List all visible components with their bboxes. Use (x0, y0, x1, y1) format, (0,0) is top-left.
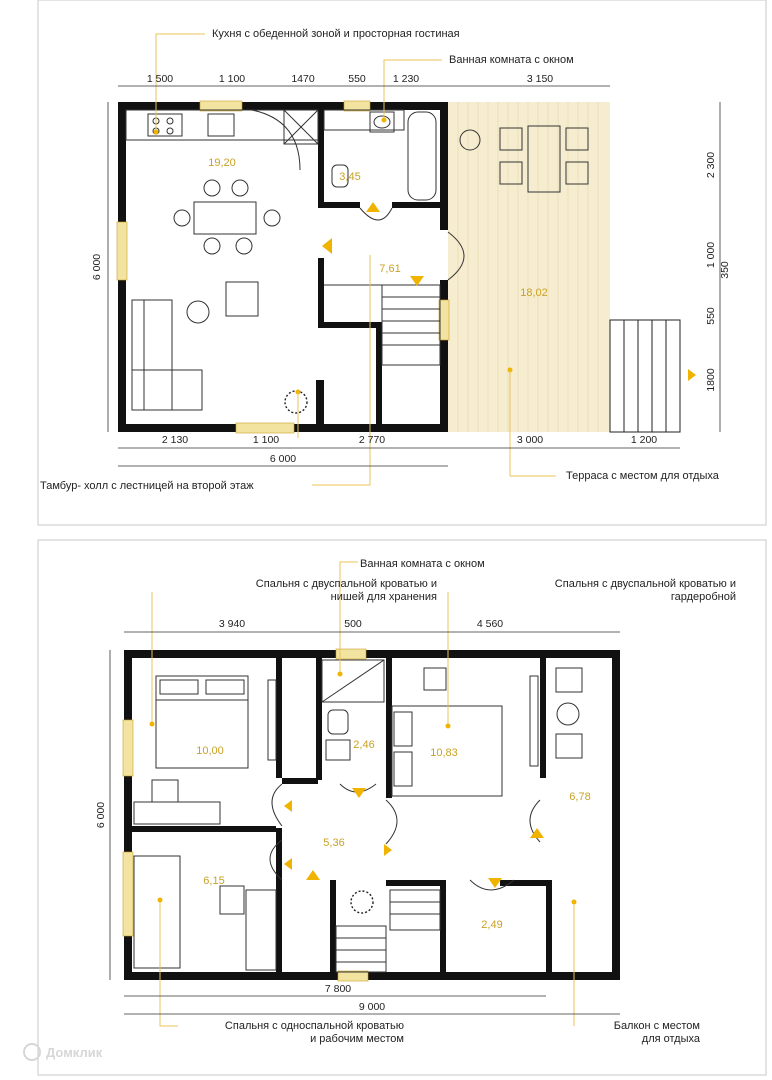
f2-top-dim-1: 3 940 (218, 618, 246, 630)
f1-top-dim-6: 3 150 (526, 73, 554, 85)
f2-left-dim: 6 000 (95, 801, 107, 829)
area-bed-right: 10,83 (430, 747, 458, 759)
f1-bottom-dim-1: 2 130 (161, 434, 189, 446)
area-bed-small: 6,15 (203, 875, 225, 887)
f1-left-dim: 6 000 (91, 253, 103, 281)
area-bath2: 2,46 (353, 739, 375, 751)
watermark (24, 1044, 103, 1060)
area-terrace: 18,02 (520, 287, 548, 299)
floor2-plan (95, 558, 736, 1045)
area-bath: 3,45 (339, 171, 361, 183)
annotation-terrace: Терраса с местом для отдыха (566, 470, 719, 482)
bed-right (392, 668, 538, 796)
f1-bottom-total: 6 000 (269, 453, 297, 465)
f1-bottom-dim-4: 3 000 (516, 434, 544, 446)
f2-top-dim-2: 500 (344, 618, 362, 630)
floor2-stairs (336, 890, 440, 972)
f1-right-dim-2: 1 000 (705, 241, 717, 269)
f1-right-dim-3: 350 (719, 261, 731, 279)
annotation-bedroom-right-1: Спальня с двуспальной кроватью и (554, 578, 736, 590)
plant-icon (285, 391, 307, 413)
area-living: 19,20 (208, 157, 236, 169)
f2-top-dim-3: 4 560 (476, 618, 504, 630)
bed-small (134, 856, 276, 970)
plant-icon (351, 891, 373, 913)
annotation-bedroom-left-2: нишей для хранения (330, 591, 437, 603)
annotation-balcony-1: Балкон с местом (613, 1020, 700, 1032)
annotation-bedroom-left-1: Спальня с двуспальной кроватью и (255, 578, 437, 590)
annotation-bathroom-1: Ванная комната с окном (449, 54, 574, 66)
area-hall: 7,61 (379, 263, 401, 275)
living-furniture (132, 110, 300, 410)
f1-bottom-dim-2: 1 100 (252, 434, 280, 446)
floor2-panel (38, 540, 766, 1075)
f1-top-dim-2: 1 100 (218, 73, 246, 85)
area-hall2: 5,36 (323, 837, 345, 849)
terrace-steps (610, 320, 680, 432)
f1-right-dim-1: 2 300 (705, 151, 717, 179)
f1-right-dim-5: 1800 (705, 368, 717, 392)
f1-right-dim-4: 550 (705, 307, 717, 325)
bath-fixtures (324, 110, 436, 200)
dining-table (174, 180, 280, 254)
annotation-hall: Тамбур- холл с лестницей на второй этаж (40, 480, 254, 492)
annotation-bedroom-small-1: Спальня с односпальной кроватью (224, 1020, 404, 1032)
f2-bottom-dim-2: 9 000 (358, 1001, 386, 1013)
area-balcony: 6,78 (569, 791, 591, 803)
annotation-bathroom-2: Ванная комната с окном (360, 558, 485, 570)
f2-bottom-dim-1: 7 800 (324, 983, 352, 995)
terrace-deck (448, 102, 610, 432)
annotation-balcony-2: для отдыха (641, 1033, 700, 1045)
area-bed-left: 10,00 (196, 745, 224, 757)
f1-bottom-dim-5: 1 200 (630, 434, 658, 446)
f1-bottom-dim-3: 2 770 (358, 434, 386, 446)
annotation-kitchen: Кухня с обеденной зоной и просторная гостиная (212, 28, 460, 40)
f1-top-dim-1: 1 500 (146, 73, 174, 85)
f1-top-dim-4: 550 (348, 73, 366, 85)
kitchen-counter (126, 110, 318, 144)
f1-top-dim-5: 1 230 (392, 73, 420, 85)
floor1-plan (40, 28, 731, 492)
annotation-bedroom-right-2: гардеробной (670, 591, 736, 603)
balcony-furniture (556, 668, 582, 758)
f1-top-dim-3: 1470 (291, 73, 315, 85)
annotation-bedroom-small-2: и рабочим местом (310, 1033, 404, 1045)
watermark-text: Домклик (46, 1045, 103, 1060)
area-closet: 2,49 (481, 919, 503, 931)
